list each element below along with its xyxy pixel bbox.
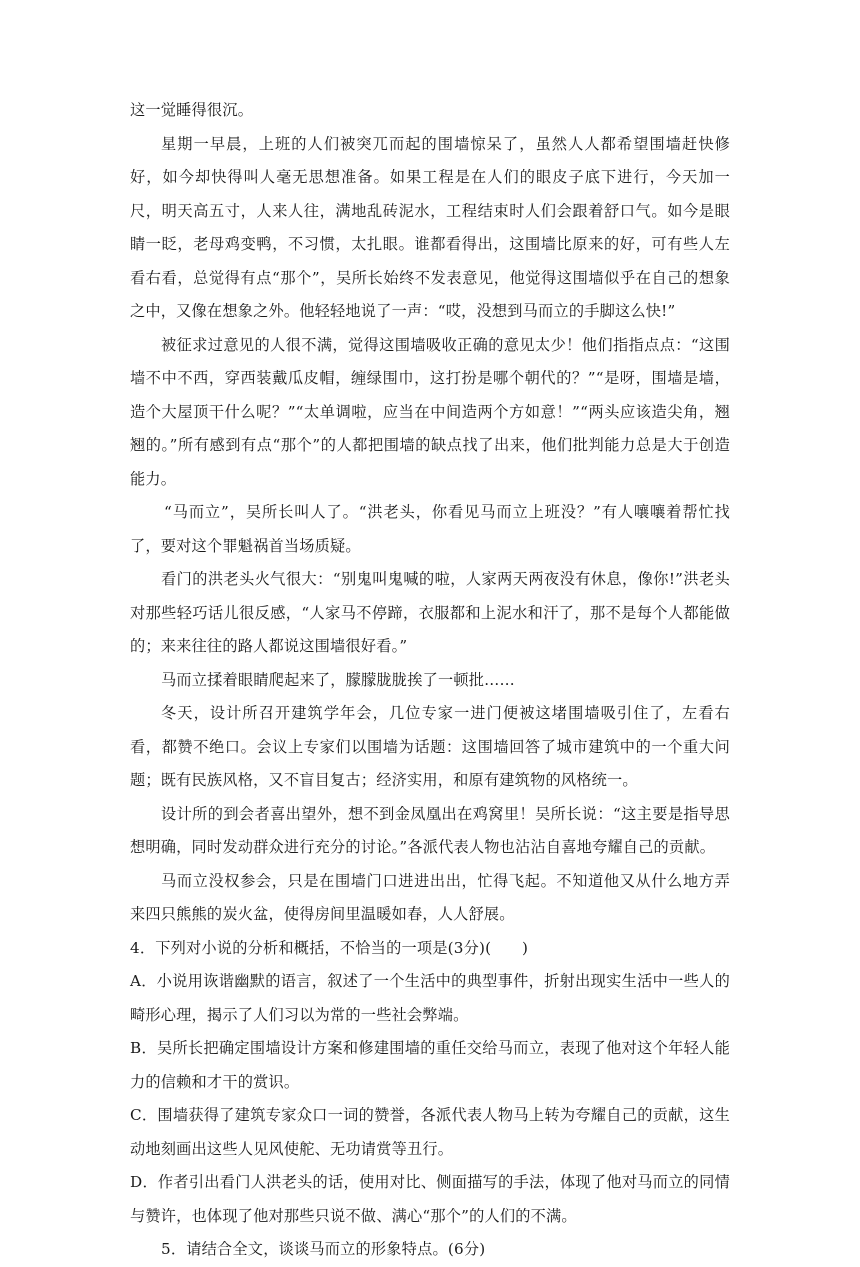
question-5-stem: 5．请结合全文，谈谈马而立的形象特点。(6分) [161, 1240, 486, 1258]
story-paragraph-6: 冬天，设计所召开建筑学年会，几位专家一进门便被这堵围墙吸引住了，左看右看，都赞不绝口。会议上专家们以围墙为话题：这围墙回答了城市建筑中的一个重大问题；既有民族风格，又不盲目复古；经济实用，和原有建筑物的风格统一。 [130, 704, 730, 789]
document-page [130, 94, 730, 1267]
question-4-option-c: C．围墙获得了建筑专家众口一词的赞誉，各派代表人物马上转为夸耀自己的贡献，这生动地刻画出这些人见风使舵、无功请赏等丑行。 [130, 1106, 730, 1158]
question-4-option-a: A．小说用诙谐幽默的语言，叙述了一个生活中的典型事件，折射出现实生活中一些人的畸形心理，揭示了人们习以为常的一些社会弊端。 [130, 972, 730, 1024]
story-paragraph-0: 这一觉睡得很沉。 [130, 101, 254, 119]
story-paragraph-8: 马而立没权参会，只是在围墙门口进进出出，忙得飞起。不知道他又从什么地方弄来四只熊熊的炭火盆，使得房间里温暖如春，人人舒展。 [130, 871, 730, 923]
story-paragraph-1: 星期一早晨，上班的人们被突兀而起的围墙惊呆了，虽然人人都希望围墙赶快修好，如今却快得叫人毫无思想准备。如果工程是在人们的眼皮子底下进行，今天加一尺，明天高五寸，人来人往，满地乱砖泥水，工程结束时人们会跟着舒口气。如今是眼睛一眨，老母鸡变鸭，不习惯，太扎眼。谁都看得出，这围墙比原来的好，可有些人左看右看，总觉得有点“那个”，吴所长始终不发表意见，他觉得这围墙似乎在自己的想象之中，又像在想象之外。他轻轻地说了一声：“哎，没想到马而立的手脚这么快!” [130, 134, 730, 320]
question-4-stem: 4．下列对小说的分析和概括，不恰当的一项是(3分)( ) [130, 938, 529, 957]
question-4-option-b: B．吴所长把确定围墙设计方案和修建围墙的重任交给马而立，表现了他对这个年轻人能力的信赖和才干的赏识。 [130, 1039, 730, 1091]
story-paragraph-5: 马而立揉着眼睛爬起来了，朦朦胧胧挨了一顿批…… [161, 670, 515, 689]
story-paragraph-4: 看门的洪老头火气很大：“别鬼叫鬼喊的啦，人家两天两夜没有休息，像你!”洪老头对那些轻巧话儿很反感，“人家马不停蹄，衣服都和上泥水和汗了，那不是每个人都能做的；来来往往的路人都说这围墙很好看。” [130, 570, 730, 655]
story-paragraph-3: “马而立”，吴所长叫人了。“洪老头，你看见马而立上班没？”有人嚷嚷着帮忙找了，要对这个罪魁祸首当场质疑。 [130, 503, 730, 555]
story-paragraph-7: 设计所的到会者喜出望外，想不到金凤凰出在鸡窝里！吴所长说：“这主要是指导思想明确，同时发动群众进行充分的讨论。”各派代表人物也沾沾自喜地夸耀自己的贡献。 [130, 804, 730, 856]
question-4-option-d: D．作者引出看门人洪老头的话，使用对比、侧面描写的手法，体现了他对马而立的同情与赞许，也体现了他对那些只说不做、满心“那个”的人们的不满。 [130, 1173, 730, 1225]
story-paragraph-2: 被征求过意见的人很不满，觉得这围墙吸收正确的意见太少！他们指指点点：“这围墙不中不西，穿西装戴瓜皮帽，缠绿围巾，这打扮是哪个朝代的？”“是呀，围墙是墙，造个大屋顶干什么呢？”“太单调啦，应当在中间造两个方如意！”“两头应该造尖角，翘翘的。”所有感到有点“那个”的人都把围墙的缺点找了出来，他们批判能力总是大于创造能力。 [130, 335, 730, 488]
